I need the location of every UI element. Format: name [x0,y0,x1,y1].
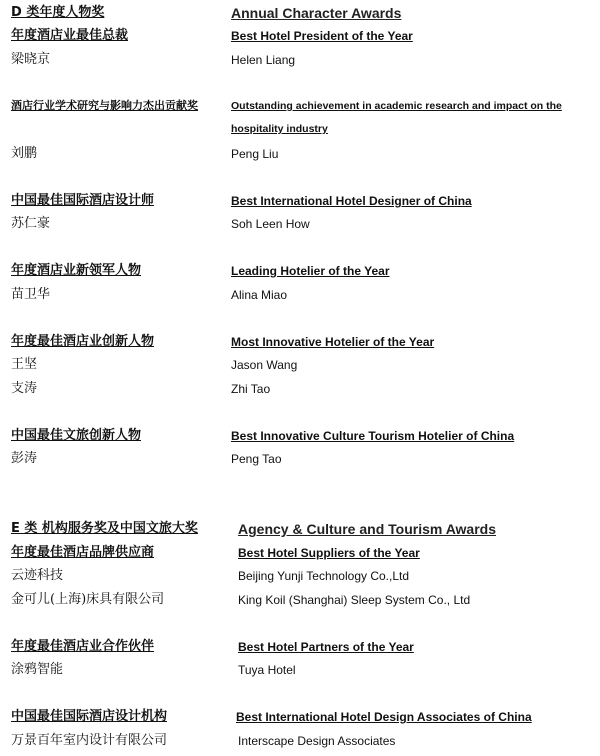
award-category-cn: 年度酒店业最佳总裁 [11,28,129,43]
winner-name-cn: 涂鸦智能 [11,662,64,677]
winner-name-cn: 刘鹏 [11,146,38,161]
winner-name-en: Helen Liang [231,53,296,67]
winner-name-en: King Koil (Shanghai) Sleep System Co., Ltd [238,593,471,607]
award-category-cn: 中国最佳文旅创新人物 [11,428,142,443]
winner-name-cn: 金可儿(上海)床具有限公司 [11,592,165,607]
winner-name-cn: 王坚 [11,357,38,372]
section-d-title-cn: D 类年度人物奖 [11,5,105,20]
award-category-en-line1: Outstanding achievement in academic research and impact on the [231,100,562,112]
winner-name-cn: 梁晓京 [11,52,51,67]
section-e-title-cn: E 类 机构服务奖及中国文旅大奖 [11,521,198,536]
winner-name-en: Jason Wang [231,358,298,372]
award-category-cn: 年度最佳酒店业创新人物 [11,334,155,349]
award-category-cn: 年度酒店业新领军人物 [11,263,142,278]
section-d-title-en: Annual Character Awards [231,5,402,21]
winner-name-en: Zhi Tao [231,382,271,396]
award-category-cn: 年度最佳酒店业合作伙伴 [11,639,155,654]
section-e-title-en: Agency & Culture and Tourism Awards [238,521,497,537]
award-category-en: Leading Hotelier of the Year [231,264,390,278]
award-category-en: Best Hotel Partners of the Year [238,640,414,654]
award-category-cn: 酒店行业学术研究与影响力杰出贡献奖 [11,99,198,112]
award-category-cn: 年度最佳酒店品牌供应商 [11,545,155,560]
winner-name-en: Peng Liu [231,147,279,161]
award-category-cn: 中国最佳国际酒店设计师 [11,193,155,208]
winner-name-cn: 云迹科技 [11,568,64,583]
winner-name-en: Soh Leen How [231,217,310,231]
award-category-en: Best International Hotel Design Associates of China [236,710,532,724]
winner-name-en: Peng Tao [231,452,282,466]
winner-name-cn: 苏仁豪 [11,216,51,231]
award-category-en: Best Hotel Suppliers of the Year [238,546,420,560]
winner-name-en: Tuya Hotel [238,663,296,677]
winner-name-cn: 苗卫华 [11,287,51,302]
winner-name-cn: 万景百年室内设计有限公司 [11,733,168,748]
award-category-en: Best International Hotel Designer of China [231,194,472,208]
award-category-en: Most Innovative Hotelier of the Year [231,335,435,349]
award-category-en-line2: hospitality industry [231,123,328,135]
award-category-en: Best Innovative Culture Tourism Hotelier of China [231,429,515,443]
winner-name-en: Interscape Design Associates [238,734,396,748]
award-category-cn: 中国最佳国际酒店设计机构 [11,709,168,724]
award-category-en: Best Hotel President of the Year [231,29,413,43]
winner-name-en: Alina Miao [231,288,288,302]
winner-name-en: Beijing Yunji Technology Co.,Ltd [238,569,410,583]
winner-name-cn: 彭涛 [11,451,38,466]
winner-name-cn: 支涛 [11,381,38,396]
